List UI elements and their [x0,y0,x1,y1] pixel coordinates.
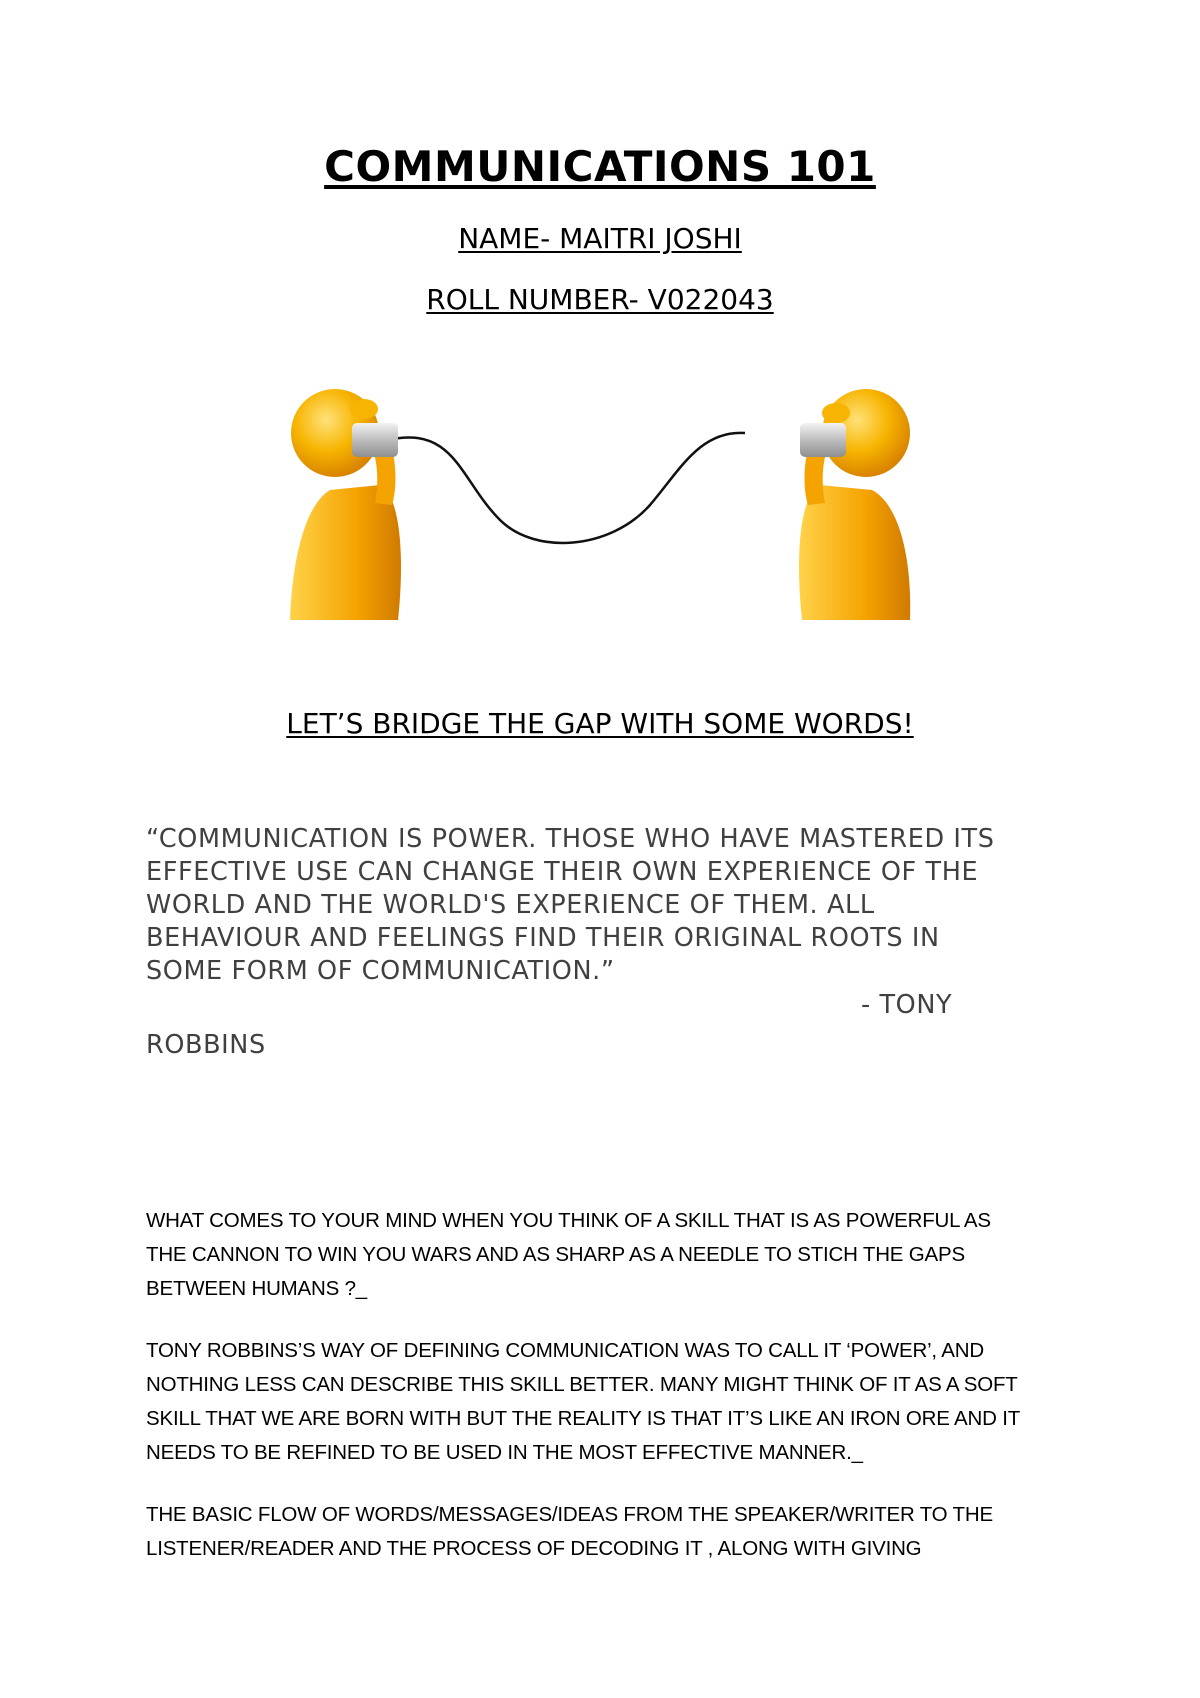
quote-line: BEHAVIOUR AND FEELINGS FIND THEIR ORIGINAL ROOTS IN [146,923,940,953]
right-figure [799,389,910,620]
quote-attribution-first: - TONY [861,990,953,1020]
paragraph-definition [146,1334,1076,1470]
paragraph-line: SKILL THAT WE ARE BORN WITH BUT THE REALITY IS THAT IT’S LIKE AN IRON ORE AND IT [146,1407,1021,1430]
paragraph-flow [146,1498,1076,1566]
quote-line: WORLD AND THE WORLD'S EXPERIENCE OF THEM. ALL [146,890,875,920]
document-title: COMMUNICATIONS 101 [324,142,876,191]
paragraph-line: WHAT COMES TO YOUR MIND WHEN YOU THINK OF A SKILL THAT IS AS POWERFUL AS [146,1209,991,1232]
tin-can-telephone-figures-icon [280,385,920,620]
paragraph-line: BETWEEN HUMANS ?_ [146,1277,367,1300]
paragraph-line: THE BASIC FLOW OF WORDS/MESSAGES/IDEAS FROM THE SPEAKER/WRITER TO THE [146,1503,993,1526]
quote-attribution-last: ROBBINS [146,1030,266,1060]
quote-block [146,823,1066,988]
paragraph-line: LISTENER/READER AND THE PROCESS OF DECODING IT , ALONG WITH GIVING [146,1537,922,1560]
quote-line: “COMMUNICATION IS POWER. THOSE WHO HAVE MASTERED ITS [146,824,995,854]
paragraph-intro [146,1204,1076,1306]
paragraph-line: NEEDS TO BE REFINED TO BE USED IN THE MOST EFFECTIVE MANNER._ [146,1441,863,1464]
paragraph-line: TONY ROBBINS’S WAY OF DEFINING COMMUNICATION WAS TO CALL IT ‘POWER’, AND [146,1339,984,1362]
roll-number: ROLL NUMBER- V022043 [426,283,774,316]
quote-line: EFFECTIVE USE CAN CHANGE THEIR OWN EXPERIENCE OF THE [146,857,979,887]
string-line [388,433,745,543]
quote-line: SOME FORM OF COMMUNICATION.” [146,956,615,986]
paragraph-line: THE CANNON TO WIN YOU WARS AND AS SHARP AS A NEEDLE TO STICH THE GAPS [146,1243,965,1266]
tagline-heading: LET’S BRIDGE THE GAP WITH SOME WORDS! [286,707,914,740]
left-figure [290,389,401,620]
paragraph-line: NOTHING LESS CAN DESCRIBE THIS SKILL BETTER. MANY MIGHT THINK OF IT AS A SOFT [146,1373,1018,1396]
student-name: NAME- MAITRI JOSHI [458,222,742,255]
